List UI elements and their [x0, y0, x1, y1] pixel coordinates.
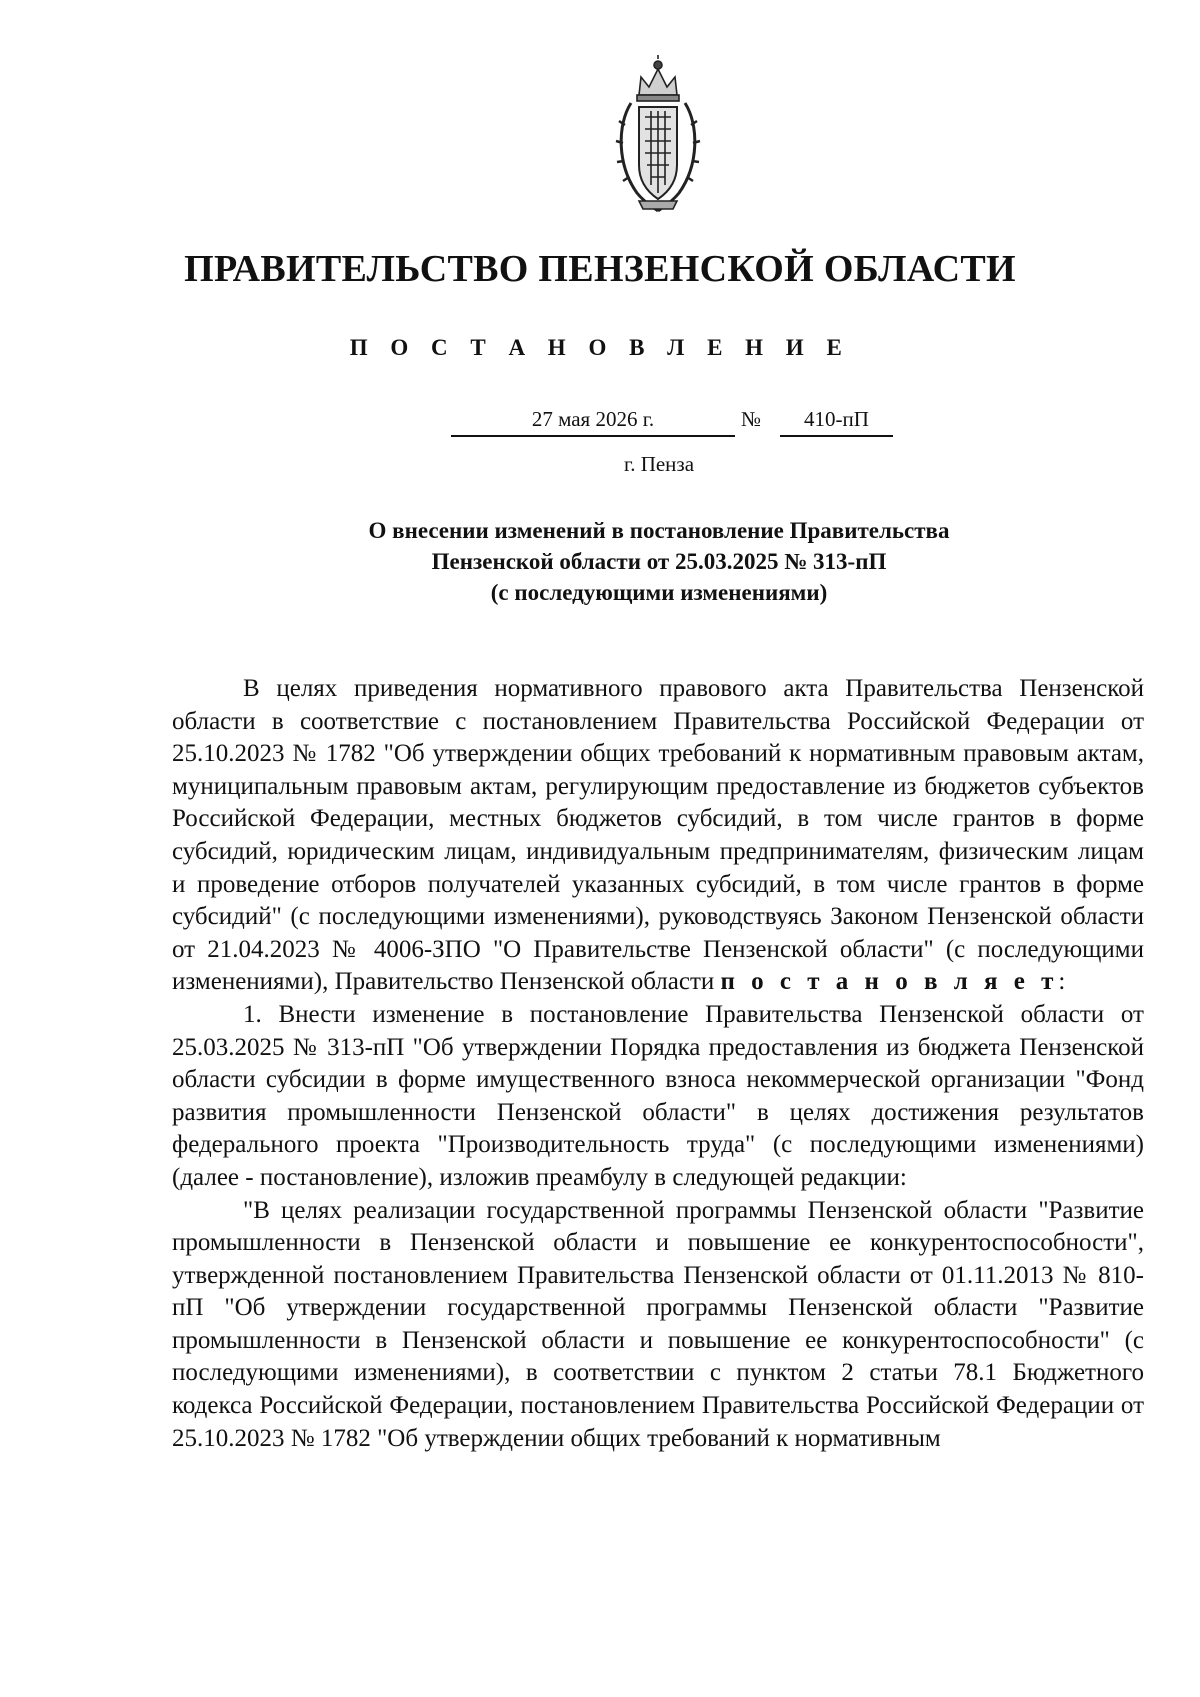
- decides-colon: :: [1058, 968, 1066, 996]
- subject-line-2: Пензенской области от 25.03.2025 № 313-пП: [431, 549, 887, 574]
- government-title: ПРАВИТЕЛЬСТВО ПЕНЗЕНСКОЙ ОБЛАСТИ: [184, 248, 1016, 290]
- city-name: г. Пенза: [623, 452, 695, 476]
- quoted-preamble-paragraph: "В целях реализации государственной программы Пензенской области "Развитие промышленности в Пензенской области и повышение ее конкурентоспособности", утвержденной постановлением Правительства Пензенской области от 01.11.2013 № 810-пП "Об утверждении государственной программы Пензенской области "Развитие промышленности в Пензенской области и повышение ее конкурентоспособности" (с последующими изменениями), в соответствии с пунктом 2 статьи 78.1 Бюджетного кодекса Российской Федерации, постановлением Правительства Российской Федерации от 25.10.2023 № 1782 "Об утверждении общих требований к нормативным: [172, 1196, 1144, 1452]
- decree-date: 27 мая 2026 г.: [451, 407, 735, 437]
- item-1-paragraph: 1. Внести изменение в постановление Правительства Пензенской области от 25.03.2025 № 313-пП "Об утверждении Порядка предоставления из бюджета Пензенской области субсидии в форме имущественного взноса некоммерческой организации "Фонд развития промышленности Пензенской области" в целях достижения результатов федерального проекта "Производительность труда" (с последующими изменениями) (далее - постановление), изложив преамбулу в следующей редакции:: [172, 1000, 1144, 1191]
- subject-line-3: (с последующими изменениями): [490, 580, 828, 605]
- decree-type-title: П О С Т А Н О В Л Е Н И Е: [349, 335, 851, 360]
- coat-of-arms-emblem: [609, 55, 707, 215]
- subject-line-1: О внесении изменений в постановление Правительства: [368, 518, 950, 543]
- decides-word: п о с т а н о в л я е т: [720, 968, 1059, 996]
- decree-body: [172, 673, 1144, 1455]
- preamble-paragraph: [172, 673, 1144, 999]
- decree-subject: [0, 515, 1200, 608]
- preamble-text: В целях приведения нормативного правового акта Правительства Пензенской области в соответствие с постановлением Правительства Российской Федерации от 25.10.2023 № 1782 "Об утверждении общих требований к нормативным правовым актам, муниципальным правовым актам, регулирующим предоставление из бюджетов субъектов Российской Федерации, местных бюджетов субсидий, в том числе грантов в форме субсидий, юридическим лицам, индивидуальным предпринимателям, физическим лицам и проведение отборов получателей указанных субсидий, в том числе грантов в форме субсидий" (с последующими изменениями), руководствуясь Законом Пензенской области от 21.04.2023 № 4006-ЗПО "О Правительстве Пензенской области" (с последующими изменениями), Правительство Пензенской области: [172, 675, 1144, 996]
- number-sign: №: [741, 407, 762, 431]
- decree-number: 410-пП: [780, 407, 893, 437]
